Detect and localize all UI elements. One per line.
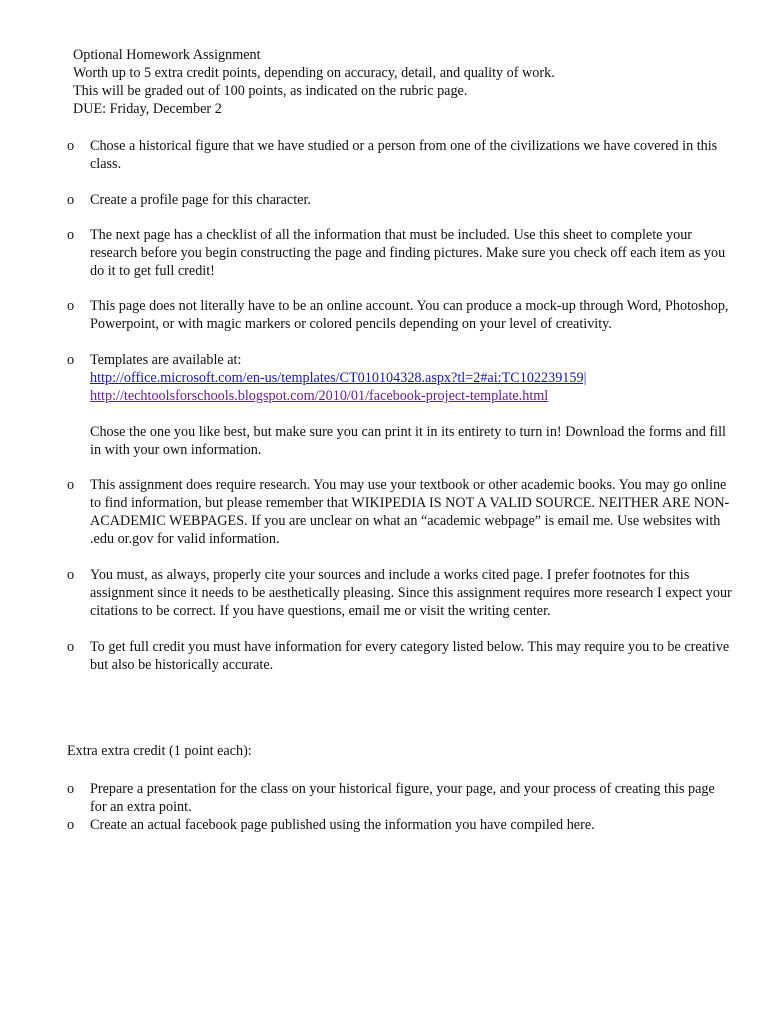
- list-item-text: You must, as always, properly cite your sources and include a works cited page. I prefer footnotes for this assignment since it needs to be aesthetically pleasing. Since this assignment requires more research I expect your citations to be correct. If you have questions, email me or visit the writing center.: [90, 567, 732, 619]
- list-item: [67, 226, 732, 280]
- header-grading: This will be graded out of 100 points, as indicated on the rubric page.: [73, 83, 468, 99]
- extra-credit-item: [67, 816, 732, 834]
- list-item-text: This assignment does require research. You may use your textbook or other academic books. You may go online to find information, but please remember that WIKIPEDIA IS NOT A VALID SOURCE. NEITHER ARE NON-ACADEMIC WEBPAGES. If you are unclear on what an “academic webpage” is email me. Use websites with .edu or.gov for valid information.: [90, 477, 730, 547]
- list-item: [67, 297, 732, 333]
- list-item: [67, 137, 732, 173]
- list-item: [67, 191, 732, 209]
- header-title: Optional Homework Assignment: [73, 47, 261, 63]
- list-item: [67, 476, 732, 548]
- list-item: [67, 566, 732, 620]
- list-item-text: Create a profile page for this character.: [90, 192, 311, 208]
- bullet-marker: o: [67, 138, 75, 154]
- header-worth: Worth up to 5 extra credit points, depending on accuracy, detail, and quality of work.: [73, 65, 555, 81]
- bullet-marker: o: [67, 781, 75, 797]
- bullet-marker: o: [67, 477, 75, 493]
- extra-credit-item: [67, 780, 732, 816]
- bullet-marker: o: [67, 567, 75, 583]
- bullet-marker: o: [67, 639, 75, 655]
- list-item-text: To get full credit you must have information for every category listed below. This may require you to be creative but also be historically accurate.: [90, 639, 730, 673]
- list-item: [67, 638, 732, 674]
- assignment-header: [73, 46, 555, 118]
- extra-credit-title: Extra extra credit (1 point each):: [67, 743, 252, 759]
- template-link-techtools[interactable]: http://techtoolsforschools.blogspot.com/2010/01/facebook-project-template.html: [90, 388, 549, 404]
- list-item-text: Templates are available at:: [90, 352, 242, 368]
- list-item-followup-text: Chose the one you like best, but make sure you can print it in its entirety to turn in! Download the forms and fill in with your own information.: [90, 424, 726, 458]
- bullet-marker: o: [67, 192, 75, 208]
- bullet-marker: o: [67, 298, 75, 314]
- list-item-text: This page does not literally have to be an online account. You can produce a mock-up through Word, Photoshop, Powerpoint, or with magic markers or colored pencils depending on your level of creativity.: [90, 298, 729, 332]
- extra-credit-item-text: Create an actual facebook page published using the information you have compiled here.: [90, 817, 595, 833]
- header-due-date: DUE: Friday, December 2: [73, 101, 222, 117]
- extra-credit-item-text: Prepare a presentation for the class on your historical figure, your page, and your process of creating this page for an extra point.: [90, 781, 715, 815]
- list-item-text: The next page has a checklist of all the information that must be included. Use this sheet to complete your research before you begin constructing the page and finding pictures. Make sure you check off each item as you do it to get full credit!: [90, 227, 726, 279]
- list-item-templates: [67, 351, 732, 459]
- bullet-marker: o: [67, 817, 75, 833]
- list-item-text: Chose a historical figure that we have studied or a person from one of the civilizations we have covered in this class.: [90, 138, 718, 172]
- bullet-marker: o: [67, 227, 75, 243]
- bullet-marker: o: [67, 352, 75, 368]
- template-link-microsoft[interactable]: http://office.microsoft.com/en-us/templates/CT010104328.aspx?tl=2#ai:TC102239159|: [90, 370, 587, 386]
